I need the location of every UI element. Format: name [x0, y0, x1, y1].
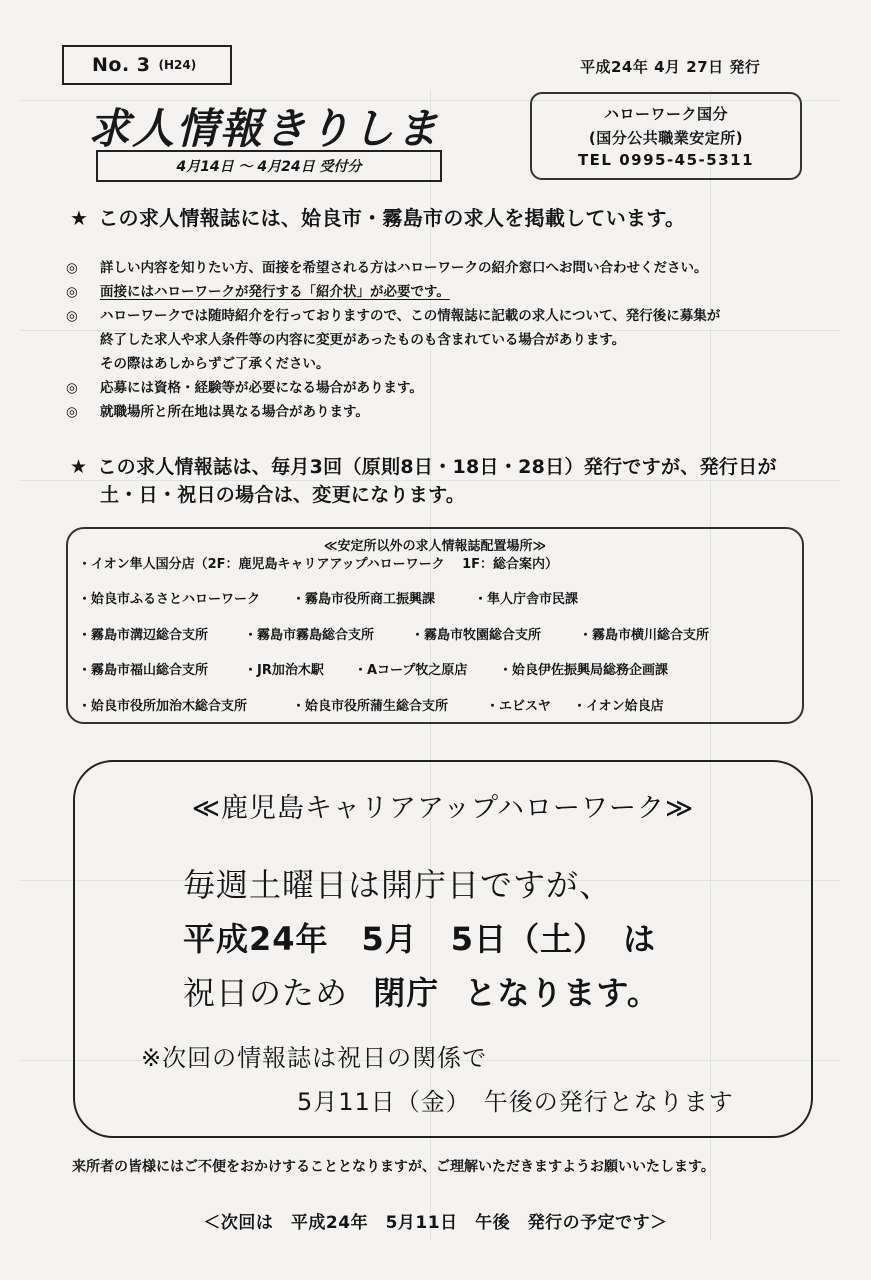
next-issue-schedule: ＜次回は 平成24年 5月11日 午後 発行の予定です＞ [203, 1213, 668, 1233]
closure-notice-box [73, 760, 813, 1138]
bullet-icon: ◎ [66, 380, 78, 396]
location-item: ・霧島市溝辺総合支所 [78, 628, 209, 643]
bullet-icon: ◎ [66, 284, 78, 300]
locations-title: ≪安定所以外の求人情報誌配置場所≫ [323, 539, 547, 554]
distribution-locations-box [66, 527, 804, 724]
headline-coverage [70, 202, 685, 231]
headline-schedule [70, 452, 777, 479]
headline-schedule-line1: この求人情報誌は、毎月3回（原則8日・18日・28日）発行ですが、発行日が [97, 456, 777, 478]
note-text: その際はあしからずご了承ください。 [100, 356, 330, 372]
page-title: 求人情報きりしま [88, 104, 441, 153]
location-item: ・霧島市牧園総合支所 [411, 628, 542, 643]
notice-title: ≪鹿児島キャリアアップハローワーク≫ [191, 793, 695, 824]
notice-next-issue-note: ※次回の情報誌は祝日の関係で [141, 1044, 488, 1072]
office-full-name: (国分公共職業安定所) [588, 129, 744, 147]
location-item: ・エビスヤ [486, 699, 551, 714]
notice-line-3-a: 祝日のため [183, 974, 349, 1012]
star-icon: ★ [70, 206, 89, 230]
notice-line-3-c: となります。 [464, 974, 660, 1012]
headline-coverage-text: この求人情報誌には、姶良市・霧島市の求人を掲載しています。 [98, 206, 686, 230]
location-item: ・隼人庁舎市民課 [474, 592, 579, 607]
notes-list [66, 256, 786, 424]
location-item: ・姶良市ふるさとハローワーク [78, 592, 261, 607]
location-item: ・霧島市役所商工振興課 [292, 592, 436, 607]
notice-next-issue-date: 5月11日（金） 午後の発行となります [297, 1088, 734, 1116]
list-item [66, 400, 786, 424]
list-item [66, 352, 786, 376]
issue-number-box [62, 45, 232, 85]
note-text: 面接にはハローワークが発行する「紹介状」が必要です。 [100, 284, 450, 300]
list-item [66, 256, 786, 280]
bullet-icon: ◎ [66, 308, 78, 324]
notice-line-3 [183, 968, 660, 1014]
location-item: ・Aコープ牧之原店 [354, 663, 468, 678]
bullet-icon: ◎ [66, 260, 78, 276]
note-text: 終了した求人や求人条件等の内容に変更があったものも含まれている場合があります。 [100, 332, 626, 348]
location-item: ・JR加治木駅 [244, 663, 324, 678]
location-item: ・姶良市役所蒲生総合支所 [292, 699, 449, 714]
office-tel: TEL 0995-45-5311 [577, 151, 755, 169]
location-item: ・姶良市役所加治木総合支所 [78, 699, 248, 714]
bullet-icon: ◎ [66, 404, 78, 420]
location-item: ・霧島市横川総合支所 [579, 628, 710, 643]
note-text: 詳しい内容を知りたい方、面接を希望される方はハローワークの紹介窓口へお問い合わせください。 [100, 260, 708, 276]
note-text: ハローワークでは随時紹介を行っておりますので、この情報誌に記載の求人について、発行後に募集が [100, 308, 721, 324]
note-text: 就職場所と所在地は異なる場合があります。 [100, 404, 369, 420]
location-item: ・イオン姶良店 [573, 699, 664, 714]
notice-line-1: 毎週土曜日は開庁日ですが、 [183, 866, 613, 904]
reception-period: 4月14日 ～ 4月24日 受付分 [96, 150, 442, 182]
office-name: ハローワーク国分 [603, 105, 728, 123]
list-item [66, 376, 786, 400]
notice-closure-date: 平成24年 5月 5日（土） は [183, 920, 657, 958]
note-text: 応募には資格・経験等が必要になる場合があります。 [100, 380, 423, 396]
star-icon: ★ [70, 456, 88, 478]
notice-closed: 閉庁 [373, 974, 440, 1012]
apology-text: 来所者の皆様にはご不便をおかけすることとなりますが、ご理解いただきますようお願いいたします。 [72, 1159, 715, 1175]
location-item: ・霧島市霧島総合支所 [244, 628, 375, 643]
office-info-box [530, 92, 802, 180]
location-item: ・霧島市福山総合支所 [78, 663, 209, 678]
list-item [66, 328, 786, 352]
list-item [66, 304, 786, 328]
location-item: ・姶良伊佐振興局総務企画課 [499, 663, 669, 678]
publish-date: 平成24年 4月 27日 発行 [580, 58, 761, 76]
issue-number: No. 3 [92, 54, 151, 76]
list-item [66, 280, 786, 304]
location-item: ・イオン隼人国分店（2F：鹿児島キャリアアップハローワーク 1F：総合案内） [78, 557, 559, 572]
headline-schedule-line2: 土・日・祝日の場合は、変更になります。 [100, 484, 466, 506]
bullet-spacer [66, 352, 100, 376]
bullet-spacer [66, 328, 100, 352]
issue-era: (H24) [158, 58, 197, 72]
